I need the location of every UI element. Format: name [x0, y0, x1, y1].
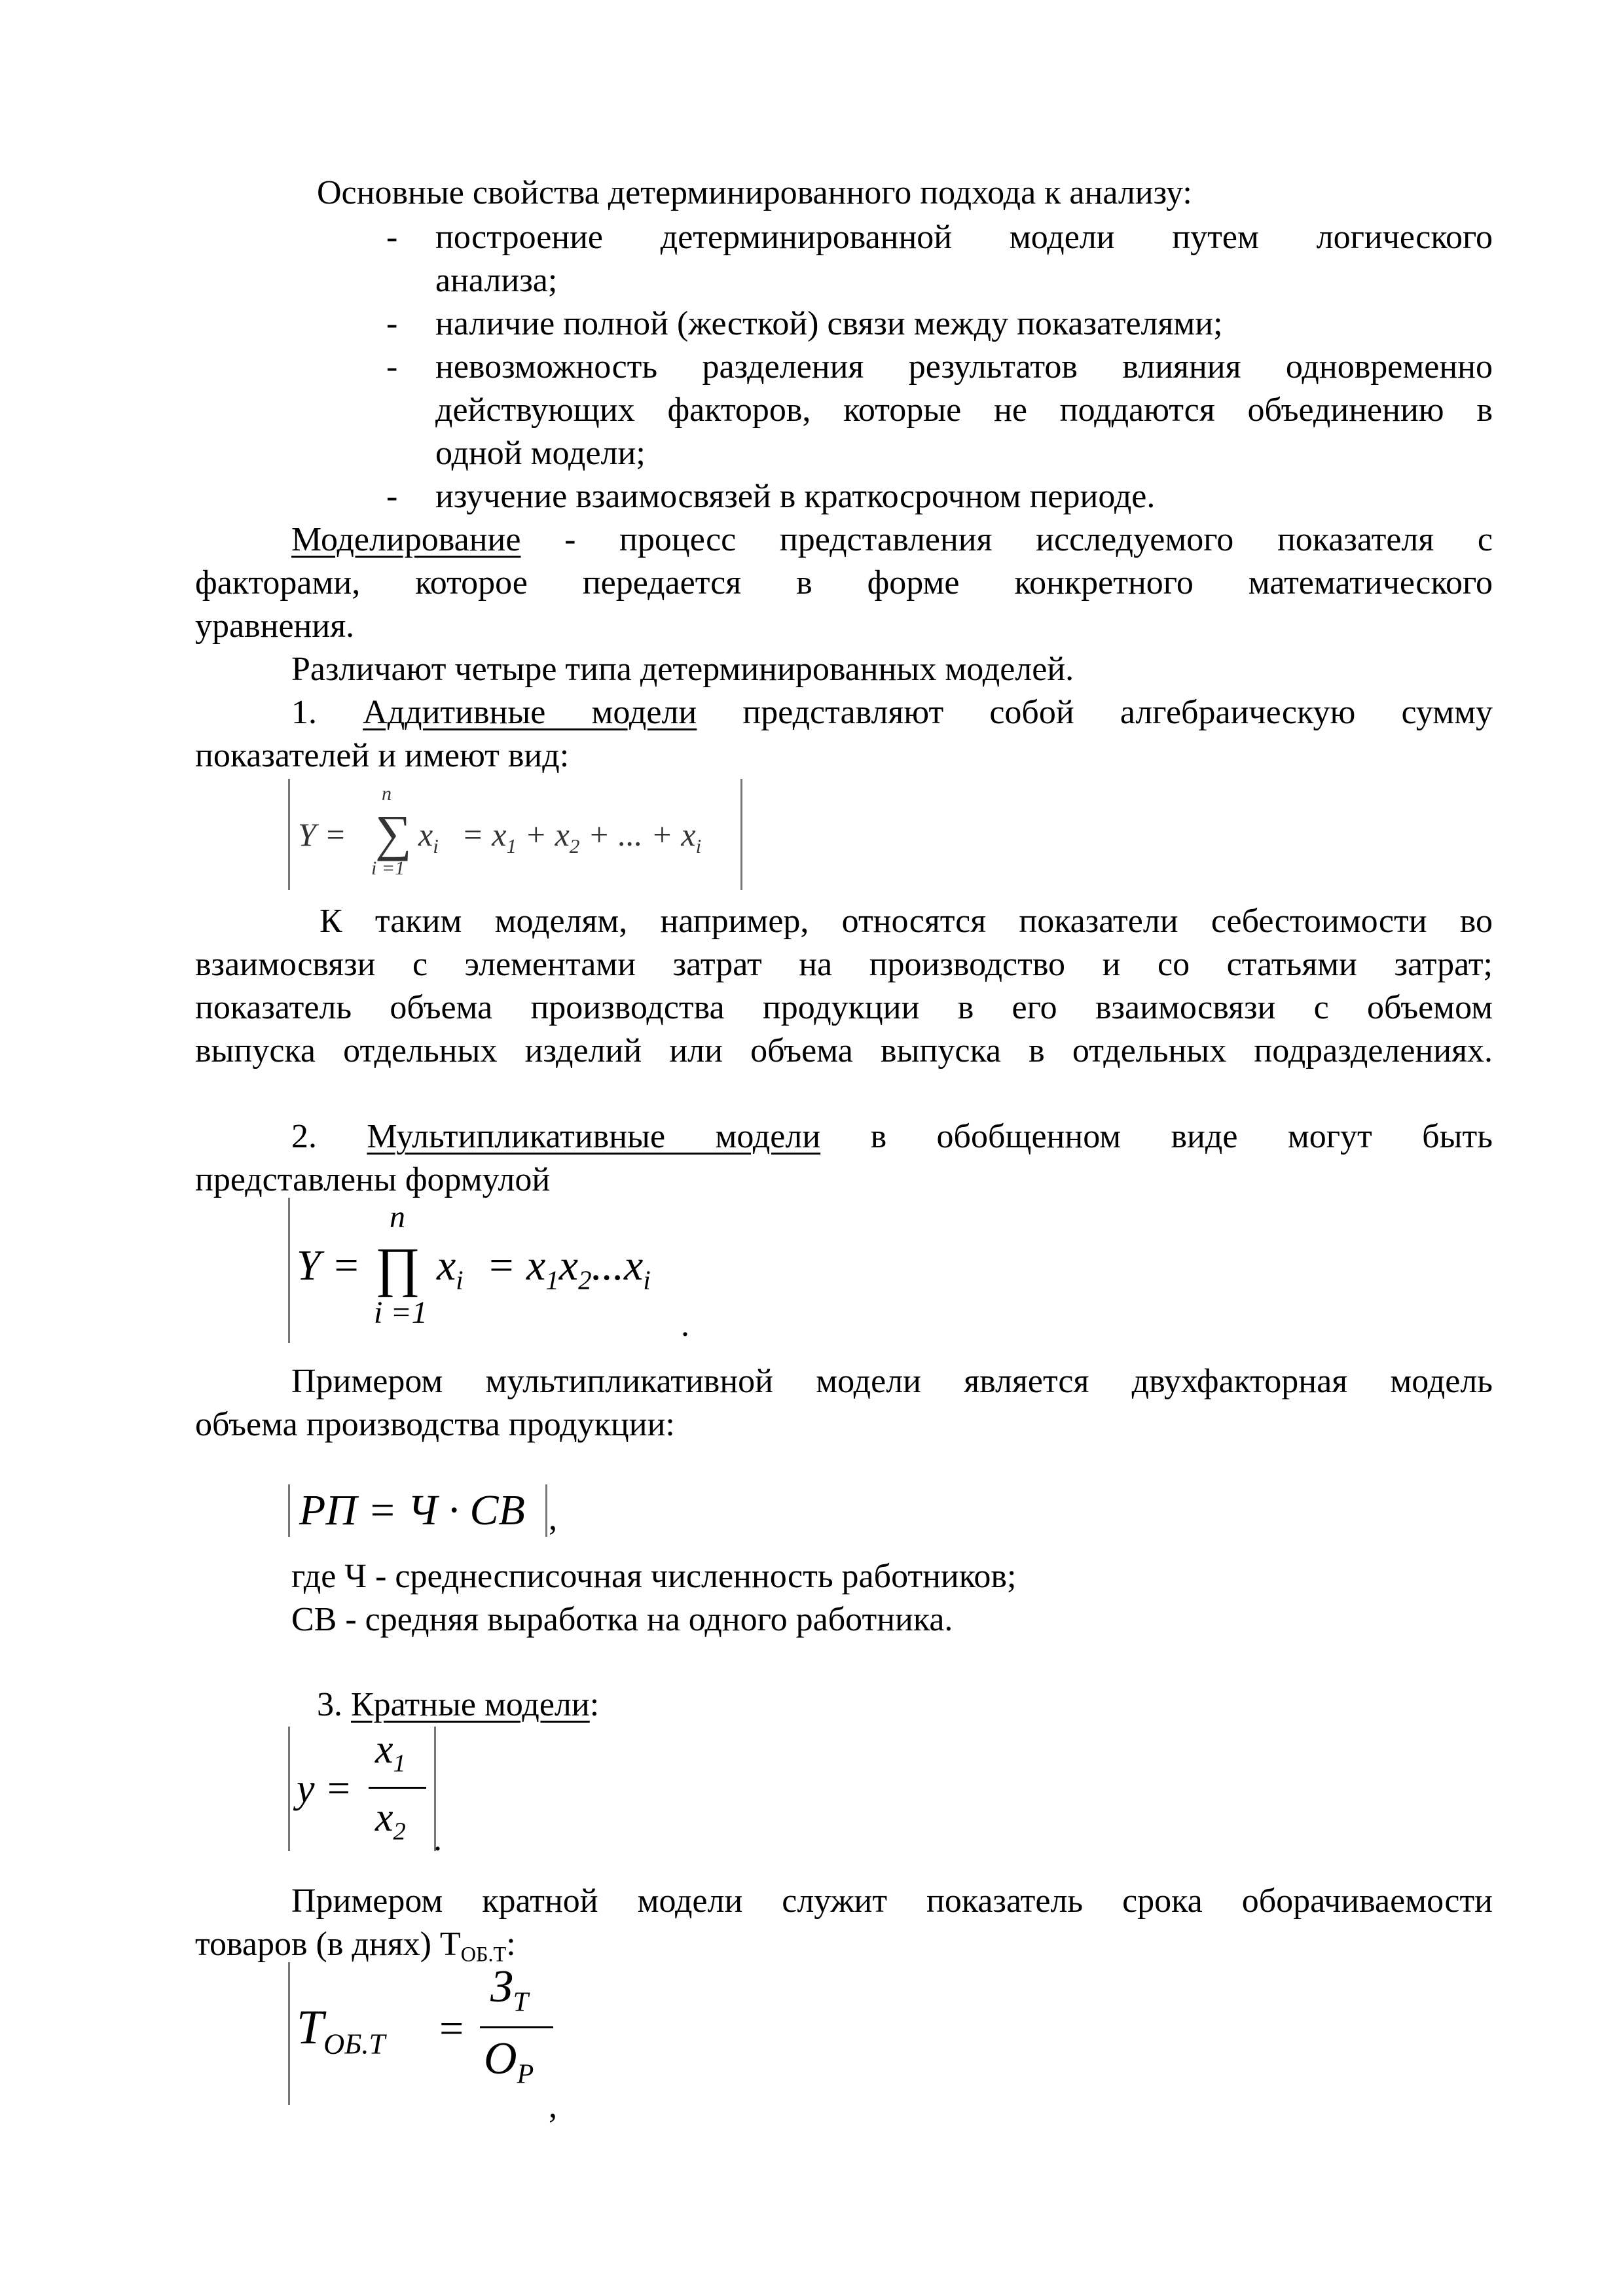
bullet-marker: -: [386, 305, 398, 342]
product-term: [437, 1241, 464, 1295]
numerator-sub: 1: [393, 1749, 406, 1778]
additive-desc-line-4: выпуска отдельных изделий или объема выпуска в отдельных подразделениях.: [195, 1032, 1493, 1069]
formula-lhs: y =: [297, 1767, 352, 1811]
exp-x1: = x: [486, 1242, 546, 1289]
multiple-label: [317, 1683, 599, 1727]
multiple-term: Кратные модели: [351, 1686, 590, 1723]
exp-x1: = x: [462, 816, 507, 853]
modeling-line-3: уравнения.: [195, 607, 355, 645]
turnover-T: T: [297, 2001, 324, 2054]
output-formula-text: РП = Ч · СВ: [299, 1486, 525, 1534]
sum-term: [418, 816, 439, 858]
exp-xi-sub: i: [695, 834, 702, 857]
multiplicative-line-2: представлены формулой: [195, 1161, 551, 1198]
multiplicative-line-1-text: в обобщенном виде могут быть: [820, 1118, 1493, 1155]
output-formula-comma: ,: [549, 1500, 557, 1537]
turnover-num-var: З: [490, 1962, 513, 2012]
exp-x2: x: [558, 1242, 579, 1289]
turnover-denominator: [484, 2033, 534, 2090]
output-formula: [288, 1484, 547, 1537]
fraction-denominator: [375, 1795, 406, 1846]
additive-desc-line-1: К таким моделям, например, относятся показатели себестоимости во: [319, 903, 1493, 940]
turnover-formula: [288, 1962, 565, 2105]
fraction-bar: [369, 1787, 426, 1789]
bullet-3-line-3: одной модели;: [435, 435, 646, 472]
multiple-example-colon: :: [506, 1926, 516, 1963]
multiple-example-sub: ОБ.Т: [460, 1942, 507, 1966]
multiplicative-formula: [288, 1198, 696, 1343]
bullet-marker: -: [386, 478, 398, 515]
turnover-den-sub: Р: [517, 2059, 534, 2090]
multiple-colon: :: [589, 1686, 600, 1723]
numerator-var: x: [375, 1727, 393, 1772]
product-body-sub: i: [456, 1265, 464, 1295]
additive-term: Аддитивные модели: [363, 694, 697, 731]
turnover-den-var: О: [484, 2034, 517, 2084]
bullet-4-line-1: изучение взаимосвязей в краткосрочном периоде.: [435, 478, 1156, 515]
turnover-formula-comma: ,: [549, 2088, 557, 2125]
sum-expansion: [462, 816, 701, 858]
exp-x1-sub: 1: [545, 1265, 559, 1295]
multiple-formula-period: .: [433, 1821, 442, 1858]
bullet-2-line-1: наличие полной (жесткой) связи между показателями;: [435, 305, 1223, 342]
additive-formula: [288, 779, 742, 890]
modeling-line-1-text: - процесс представления исследуемого показателя с: [520, 521, 1493, 558]
turnover-sub: ОБ.Т: [323, 2027, 386, 2060]
exp-x1-sub: 1: [506, 834, 517, 857]
additive-desc-line-3: показатель объема производства продукции в его взаимосвязи с объемом: [195, 989, 1493, 1026]
multiplicative-number: 2.: [291, 1118, 367, 1155]
multiple-number: 3.: [317, 1686, 351, 1723]
multiplicative-line-1: [291, 1115, 1493, 1158]
formula-lhs: Y =: [298, 816, 347, 853]
sum-upper-limit: n: [382, 783, 392, 804]
where-line-2: СВ - средняя выработка на одного работника.: [291, 1601, 953, 1638]
turnover-lhs: [297, 2000, 385, 2061]
exp-xi: + ... + x: [579, 816, 696, 853]
product-lower-limit: i =1: [374, 1295, 428, 1330]
bullet-1-line-1: построение детерминированной модели путем логического: [435, 219, 1493, 256]
bullet-marker: -: [386, 219, 398, 256]
fraction-numerator: [375, 1727, 406, 1778]
turnover-fraction-bar: [480, 2026, 553, 2028]
exp-x2-sub: 2: [578, 1265, 592, 1295]
multiple-formula: [288, 1727, 436, 1851]
multiplicative-term: Мультипликативные модели: [367, 1118, 821, 1155]
multiple-example-line-1: Примером кратной модели служит показатель срока оборачиваемости: [291, 1882, 1493, 1920]
sum-lower-limit: i =1: [371, 857, 405, 879]
additive-number: 1.: [291, 694, 363, 731]
exp-xi-sub: i: [643, 1265, 651, 1295]
exp-x2-sub: 2: [569, 834, 580, 857]
types-intro: Различают четыре типа детерминированных моделей.: [291, 651, 1074, 688]
sum-body: x: [418, 816, 433, 853]
exp-x2: + x: [516, 816, 570, 853]
additive-line-1-text: представляют собой алгебраическую сумму: [697, 694, 1493, 731]
sum-symbol: ∑: [375, 804, 412, 861]
multiplicative-formula-period: .: [681, 1306, 689, 1344]
where-line-1: где Ч - среднесписочная численность работников;: [291, 1558, 1017, 1595]
modeling-term: Моделирование: [291, 521, 521, 558]
exp-xi: ...x: [591, 1242, 644, 1289]
sum-body-sub: i: [433, 834, 439, 857]
multiplicative-example-line-2: объема производства продукции:: [195, 1406, 675, 1443]
bullet-1-line-2: анализа;: [435, 262, 558, 299]
section-heading: Основные свойства детерминированного подхода к анализу:: [317, 174, 1192, 211]
turnover-equals: =: [439, 2005, 464, 2053]
bullet-marker: -: [386, 348, 398, 386]
multiple-example-text: товаров (в днях) Т: [195, 1926, 461, 1963]
product-symbol: ∏: [375, 1237, 421, 1298]
product-upper-limit: n: [390, 1200, 405, 1234]
bullet-3-line-1: невозможность разделения результатов влияния одновременно: [435, 348, 1493, 386]
modeling-line-2: факторами, которое передается в форме конкретного математического: [195, 564, 1493, 601]
denominator-sub: 2: [393, 1818, 406, 1846]
turnover-numerator: [490, 1961, 528, 2018]
formula-lhs: Y =: [297, 1242, 361, 1289]
product-expansion: [486, 1241, 651, 1295]
denominator-var: x: [375, 1795, 393, 1840]
multiplicative-example-line-1: Примером мультипликативной модели является двухфакторная модель: [291, 1363, 1493, 1400]
additive-line-1: [291, 691, 1493, 734]
additive-desc-line-2: взаимосвязи с элементами затрат на производство и со статьями затрат;: [195, 946, 1493, 983]
product-body: x: [437, 1242, 456, 1289]
bullet-3-line-2: действующих факторов, которые не поддаются объединению в: [435, 391, 1493, 429]
turnover-num-sub: Т: [513, 1987, 529, 2018]
additive-line-2: показателей и имеют вид:: [195, 737, 570, 774]
modeling-line-1: [291, 518, 1493, 562]
